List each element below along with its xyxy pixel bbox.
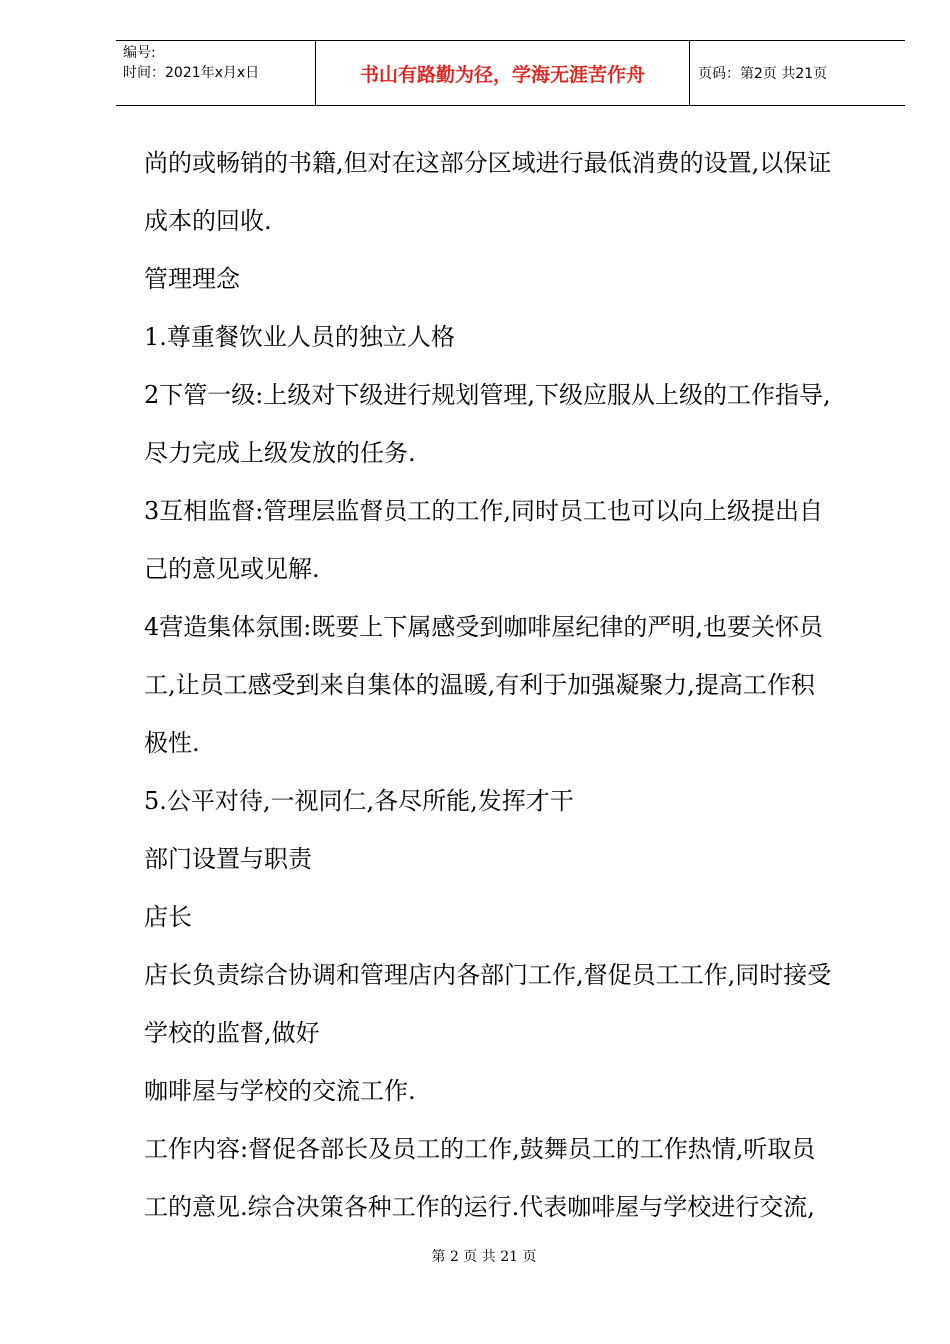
body-line: 极性. xyxy=(144,729,200,757)
section-heading: 部门设置与职责 xyxy=(144,845,312,873)
page-footer: 第 2 页 共 21 页 xyxy=(431,1249,537,1265)
body-line: 4营造集体氛围:既要上下属感受到咖啡屋纪律的严明,也要关怀员 xyxy=(144,613,823,641)
body-line: 咖啡屋与学校的交流工作. xyxy=(144,1077,416,1105)
document-date-label: 时间：2021年x月x日 xyxy=(123,65,260,81)
body-line: 尽力完成上级发放的任务. xyxy=(144,439,416,467)
document-body xyxy=(144,134,884,1236)
body-line: 尚的或畅销的书籍,但对在这部分区域进行最低消费的设置,以保证 xyxy=(144,149,832,177)
section-heading: 管理理念 xyxy=(144,265,240,293)
body-line: 1.尊重餐饮业人员的独立人格 xyxy=(144,323,455,351)
body-line: 工,让员工感受到来自集体的温暖,有利于加强凝聚力,提高工作积 xyxy=(144,671,815,699)
page-header xyxy=(116,40,905,106)
body-line: 己的意见或见解. xyxy=(144,555,320,583)
body-line: 店长负责综合协调和管理店内各部门工作,督促员工工作,同时接受 xyxy=(144,961,832,989)
header-meta-cell xyxy=(116,41,316,105)
body-line: 3互相监督:管理层监督员工的工作,同时员工也可以向上级提出自 xyxy=(144,497,823,525)
header-motto: 书山有路勤为径，学海无涯苦作舟 xyxy=(316,41,690,105)
body-line: 学校的监督,做好 xyxy=(144,1019,320,1047)
body-line: 成本的回收. xyxy=(144,207,272,235)
body-line: 工的意见.综合决策各种工作的运行.代表咖啡屋与学校进行交流, xyxy=(144,1193,815,1221)
header-page-info: 页码：第2页 共21页 xyxy=(698,66,828,82)
body-line: 5.公平对待,一视同仁,各尽所能,发挥才干 xyxy=(144,787,574,815)
section-heading: 店长 xyxy=(144,903,192,931)
body-line: 2下管一级:上级对下级进行规划管理,下级应服从上级的工作指导, xyxy=(144,381,831,409)
body-line: 工作内容:督促各部长及员工的工作,鼓舞员工的工作热情,听取员 xyxy=(144,1135,816,1163)
document-number-label: 编号: xyxy=(123,45,156,61)
